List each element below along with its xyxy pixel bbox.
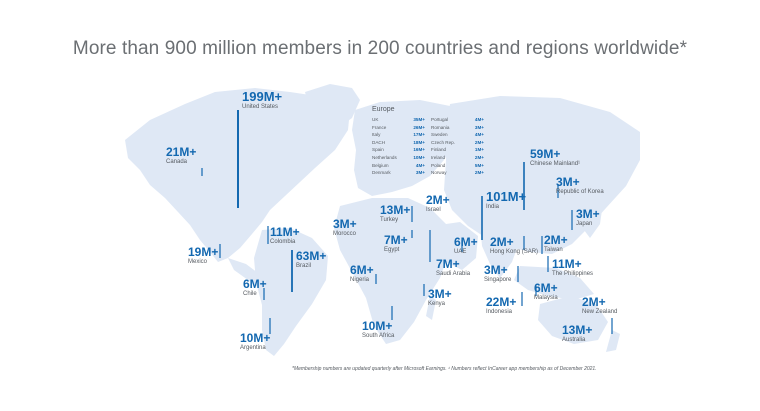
region-value: 6M+ xyxy=(454,235,478,249)
page-title: More than 900 million members in 200 countries and regions worldwide* xyxy=(72,38,688,59)
europe-column-right xyxy=(431,116,484,177)
region-value: 6M+ xyxy=(350,263,374,277)
region-value: 13M+ xyxy=(380,203,411,217)
region-name: United States xyxy=(242,104,279,110)
europe-row xyxy=(372,162,425,170)
region-name: New Zealand xyxy=(582,309,618,315)
region-label-colombia xyxy=(270,226,300,245)
region-label-india xyxy=(486,190,526,210)
region-label-malaysia xyxy=(534,282,558,301)
europe-country: Italy xyxy=(372,132,381,138)
region-label-us xyxy=(242,90,282,110)
region-value: 2M+ xyxy=(426,193,450,207)
region-value: 3M+ xyxy=(556,175,580,189)
region-value: 11M+ xyxy=(552,257,582,271)
europe-row xyxy=(431,116,484,124)
region-name: Egypt xyxy=(384,247,400,253)
region-name: Argentina xyxy=(240,345,266,351)
region-label-uae xyxy=(454,236,478,255)
europe-row xyxy=(431,139,484,147)
region-name: Kenya xyxy=(428,301,446,307)
region-name: UAE xyxy=(454,249,467,255)
region-value: 21M+ xyxy=(166,145,197,159)
region-label-china xyxy=(530,148,580,167)
europe-value: 4M+ xyxy=(474,132,484,138)
europe-row xyxy=(372,139,425,147)
region-label-nigeria xyxy=(350,264,374,283)
region-value: 2M+ xyxy=(544,233,568,247)
region-label-brazil xyxy=(296,250,326,269)
region-value: 13M+ xyxy=(562,323,593,337)
europe-value: 2M+ xyxy=(474,170,484,176)
region-name: Malaysia xyxy=(534,295,558,301)
region-label-philippines xyxy=(552,258,593,277)
region-label-israel xyxy=(426,194,450,213)
europe-country: Norway xyxy=(431,170,447,176)
europe-row xyxy=(372,116,425,124)
europe-value: 18M+ xyxy=(413,139,425,145)
new-zealand-landmass xyxy=(606,330,620,352)
europe-country: Poland xyxy=(431,162,446,168)
region-label-egypt xyxy=(384,234,408,253)
region-name: Morocco xyxy=(333,231,357,237)
footnote: *Membership numbers are updated quarterly after Microsoft Earnings. ¹ Numbers reflect InCareer app membership as of December 2021. xyxy=(292,366,597,372)
europe-value: 17M+ xyxy=(413,132,425,138)
region-label-kenya xyxy=(428,288,452,307)
europe-row xyxy=(372,146,425,154)
europe-row xyxy=(431,162,484,170)
europe-country: Belgium xyxy=(372,162,389,168)
europe-value: 3M+ xyxy=(415,170,425,176)
europe-heading: Europe xyxy=(372,106,395,113)
europe-value: 4M+ xyxy=(474,117,484,122)
europe-row xyxy=(431,124,484,132)
region-value: 59M+ xyxy=(530,147,561,161)
region-label-hongkong xyxy=(490,236,538,255)
region-value: 199M+ xyxy=(242,89,283,104)
region-value: 3M+ xyxy=(428,287,452,301)
region-label-chile xyxy=(243,278,267,297)
europe-breakdown xyxy=(372,106,484,190)
region-label-morocco xyxy=(333,218,357,237)
region-name: Nigeria xyxy=(350,277,370,283)
europe-value: 4M+ xyxy=(415,162,425,168)
region-value: 10M+ xyxy=(362,319,393,333)
region-name: Chile xyxy=(243,291,257,297)
region-value: 3M+ xyxy=(333,217,357,231)
europe-country: Ireland xyxy=(431,154,446,160)
region-name: Colombia xyxy=(270,239,296,245)
region-label-argentina xyxy=(240,332,270,351)
europe-value: 1M+ xyxy=(474,147,484,153)
region-label-turkey xyxy=(380,204,410,223)
region-name: Canada xyxy=(166,159,188,165)
europe-value: 26M+ xyxy=(413,124,425,130)
region-value: 11M+ xyxy=(270,225,300,239)
region-name: Republic of Korea xyxy=(556,189,604,195)
europe-column-left xyxy=(372,116,425,177)
europe-row xyxy=(372,124,425,132)
region-name: Indonesia xyxy=(486,309,513,315)
region-name: The Philippines xyxy=(552,271,594,277)
europe-row xyxy=(431,154,484,162)
region-label-newzealand xyxy=(582,296,617,315)
region-name: Turkey xyxy=(380,217,399,223)
europe-country: Czech Rep. xyxy=(431,139,456,145)
europe-country: Netherlands xyxy=(372,154,397,160)
region-name: Taiwan xyxy=(544,247,563,253)
region-label-japan xyxy=(576,208,600,227)
region-value: 101M+ xyxy=(486,189,527,204)
europe-country: UK xyxy=(372,117,379,122)
region-value: 10M+ xyxy=(240,331,271,345)
region-label-saudi xyxy=(436,258,470,277)
europe-row xyxy=(431,169,484,177)
region-value: 2M+ xyxy=(582,295,606,309)
europe-value: 10M+ xyxy=(413,154,425,160)
region-label-taiwan xyxy=(544,234,568,253)
europe-country: Romania xyxy=(431,124,450,130)
region-name: Saudi Arabia xyxy=(436,271,471,277)
europe-country: Sweden xyxy=(431,132,448,138)
region-value: 7M+ xyxy=(436,257,460,271)
region-label-southafrica xyxy=(362,320,394,339)
europe-value: 2M+ xyxy=(474,139,484,145)
region-value: 6M+ xyxy=(534,281,558,295)
region-name: Brazil xyxy=(296,263,312,269)
region-name: South Africa xyxy=(362,333,395,339)
region-label-korea xyxy=(556,176,604,195)
region-name: Israel xyxy=(426,207,441,213)
region-name: Hong Kong (SAR) xyxy=(490,249,539,255)
region-label-australia xyxy=(562,324,592,343)
region-name: Singapore xyxy=(484,277,512,283)
region-value: 19M+ xyxy=(188,245,219,259)
region-name: India xyxy=(486,204,500,210)
europe-value: 2M+ xyxy=(474,154,484,160)
europe-country: Finland xyxy=(431,147,447,153)
europe-row xyxy=(372,154,425,162)
region-name: Japan xyxy=(576,221,593,227)
region-value: 2M+ xyxy=(490,235,514,249)
region-value: 63M+ xyxy=(296,249,327,263)
europe-value: 35M+ xyxy=(413,117,425,122)
europe-value: 5M+ xyxy=(474,162,484,168)
region-label-mexico xyxy=(188,246,218,265)
europe-row xyxy=(431,131,484,139)
region-value: 7M+ xyxy=(384,233,408,247)
region-value: 3M+ xyxy=(576,207,600,221)
europe-row xyxy=(372,131,425,139)
europe-row xyxy=(372,169,425,177)
europe-row xyxy=(431,146,484,154)
europe-country: DACH xyxy=(372,139,386,145)
region-label-indonesia xyxy=(486,296,516,315)
region-label-singapore xyxy=(484,264,511,283)
europe-country: Spain xyxy=(372,147,384,153)
region-name: Australia xyxy=(562,337,586,343)
region-name: Chinese Mainland¹ xyxy=(530,161,581,167)
region-value: 3M+ xyxy=(484,263,508,277)
region-value: 22M+ xyxy=(486,295,517,309)
region-label-canada xyxy=(166,146,196,165)
region-name: Mexico xyxy=(188,259,208,265)
europe-value: 16M+ xyxy=(413,147,425,153)
region-value: 6M+ xyxy=(243,277,267,291)
europe-country: Portugal xyxy=(431,117,449,122)
europe-value: 3M+ xyxy=(474,124,484,130)
europe-country: France xyxy=(372,124,387,130)
europe-country: Denmark xyxy=(372,170,391,176)
